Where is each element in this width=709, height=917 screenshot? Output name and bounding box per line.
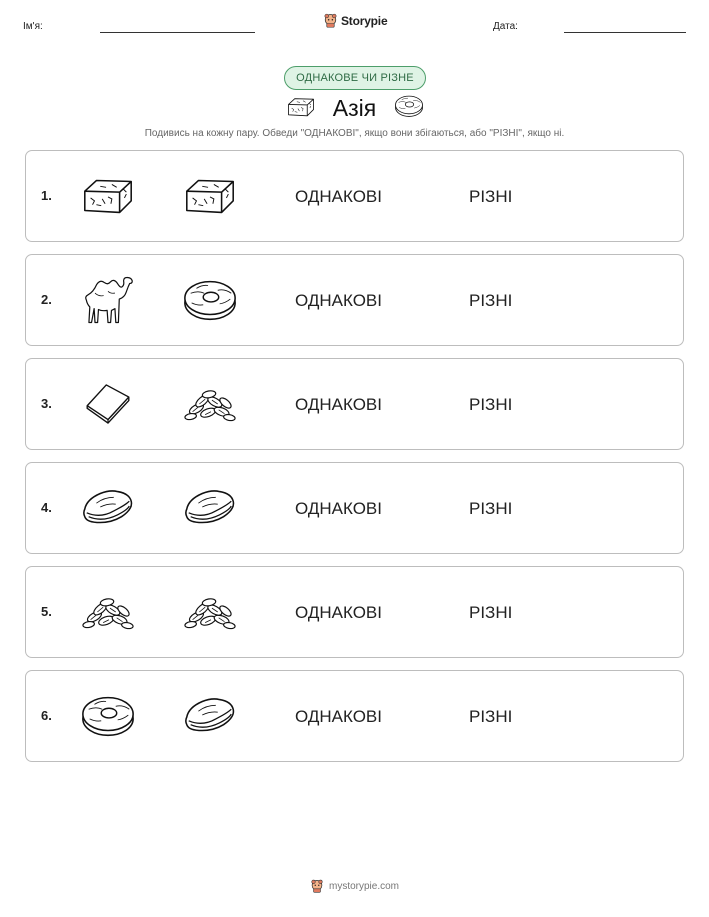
mascot-icon bbox=[323, 13, 338, 28]
row-number: 2. bbox=[41, 292, 52, 307]
worksheet-type-badge: ОДНАКОВЕ ЧИ РІЗНЕ bbox=[284, 66, 426, 90]
row-number: 3. bbox=[41, 396, 52, 411]
option-same[interactable]: ОДНАКОВІ bbox=[295, 499, 382, 518]
flatbread-icon bbox=[181, 688, 239, 744]
exercise-row bbox=[25, 462, 684, 554]
page-title: Азія bbox=[332, 95, 377, 121]
exercise-row bbox=[25, 254, 684, 346]
footer-site: mystorypie.com bbox=[328, 880, 399, 892]
option-same[interactable]: ОДНАКОВІ bbox=[295, 291, 382, 310]
name-field-line[interactable] bbox=[100, 32, 255, 33]
exercise-row bbox=[25, 150, 684, 242]
wooden-ring-icon bbox=[181, 272, 239, 328]
option-different[interactable]: РІЗНІ bbox=[469, 187, 513, 206]
row-number: 5. bbox=[41, 604, 52, 619]
row-number: 6. bbox=[41, 708, 52, 723]
exercise-row bbox=[25, 358, 684, 450]
wooden-ring-icon bbox=[79, 688, 137, 744]
brand-name: Storypie bbox=[341, 13, 388, 28]
name-label: Ім'я: bbox=[23, 21, 43, 32]
exercise-row bbox=[25, 566, 684, 658]
instructions-text: Подивись на кожну пару. Обведи "ОДНАКОВІ", якщо вони збігаються, або "РІЗНІ", якщо ні. bbox=[144, 128, 565, 139]
exercise-row bbox=[25, 670, 684, 762]
option-same[interactable]: ОДНАКОВІ bbox=[295, 187, 382, 206]
date-field-line[interactable] bbox=[564, 32, 686, 33]
option-same[interactable]: ОДНАКОВІ bbox=[295, 707, 382, 726]
flatbread-icon bbox=[181, 480, 239, 536]
option-same[interactable]: ОДНАКОВІ bbox=[295, 395, 382, 414]
option-different[interactable]: РІЗНІ bbox=[469, 603, 513, 622]
wooden-ring-icon bbox=[393, 93, 425, 119]
tofu-icon bbox=[79, 168, 137, 224]
option-different[interactable]: РІЗНІ bbox=[469, 291, 513, 310]
dates-pile-icon bbox=[181, 376, 239, 432]
worksheet-header bbox=[0, 0, 709, 40]
flatbread-icon bbox=[79, 480, 137, 536]
option-different[interactable]: РІЗНІ bbox=[469, 499, 513, 518]
row-number: 1. bbox=[41, 188, 52, 203]
footer bbox=[0, 879, 709, 893]
brand-logo bbox=[323, 13, 387, 28]
folded-cloth-icon bbox=[79, 376, 137, 432]
tofu-icon bbox=[181, 168, 239, 224]
row-number: 4. bbox=[41, 500, 52, 515]
camel-icon bbox=[79, 272, 137, 328]
title-row bbox=[0, 92, 709, 124]
option-different[interactable]: РІЗНІ bbox=[469, 707, 513, 726]
dates-pile-icon bbox=[79, 584, 137, 640]
dates-pile-icon bbox=[181, 584, 239, 640]
date-label: Дата: bbox=[493, 21, 518, 32]
option-same[interactable]: ОДНАКОВІ bbox=[295, 603, 382, 622]
option-different[interactable]: РІЗНІ bbox=[469, 395, 513, 414]
mascot-icon bbox=[310, 879, 324, 893]
